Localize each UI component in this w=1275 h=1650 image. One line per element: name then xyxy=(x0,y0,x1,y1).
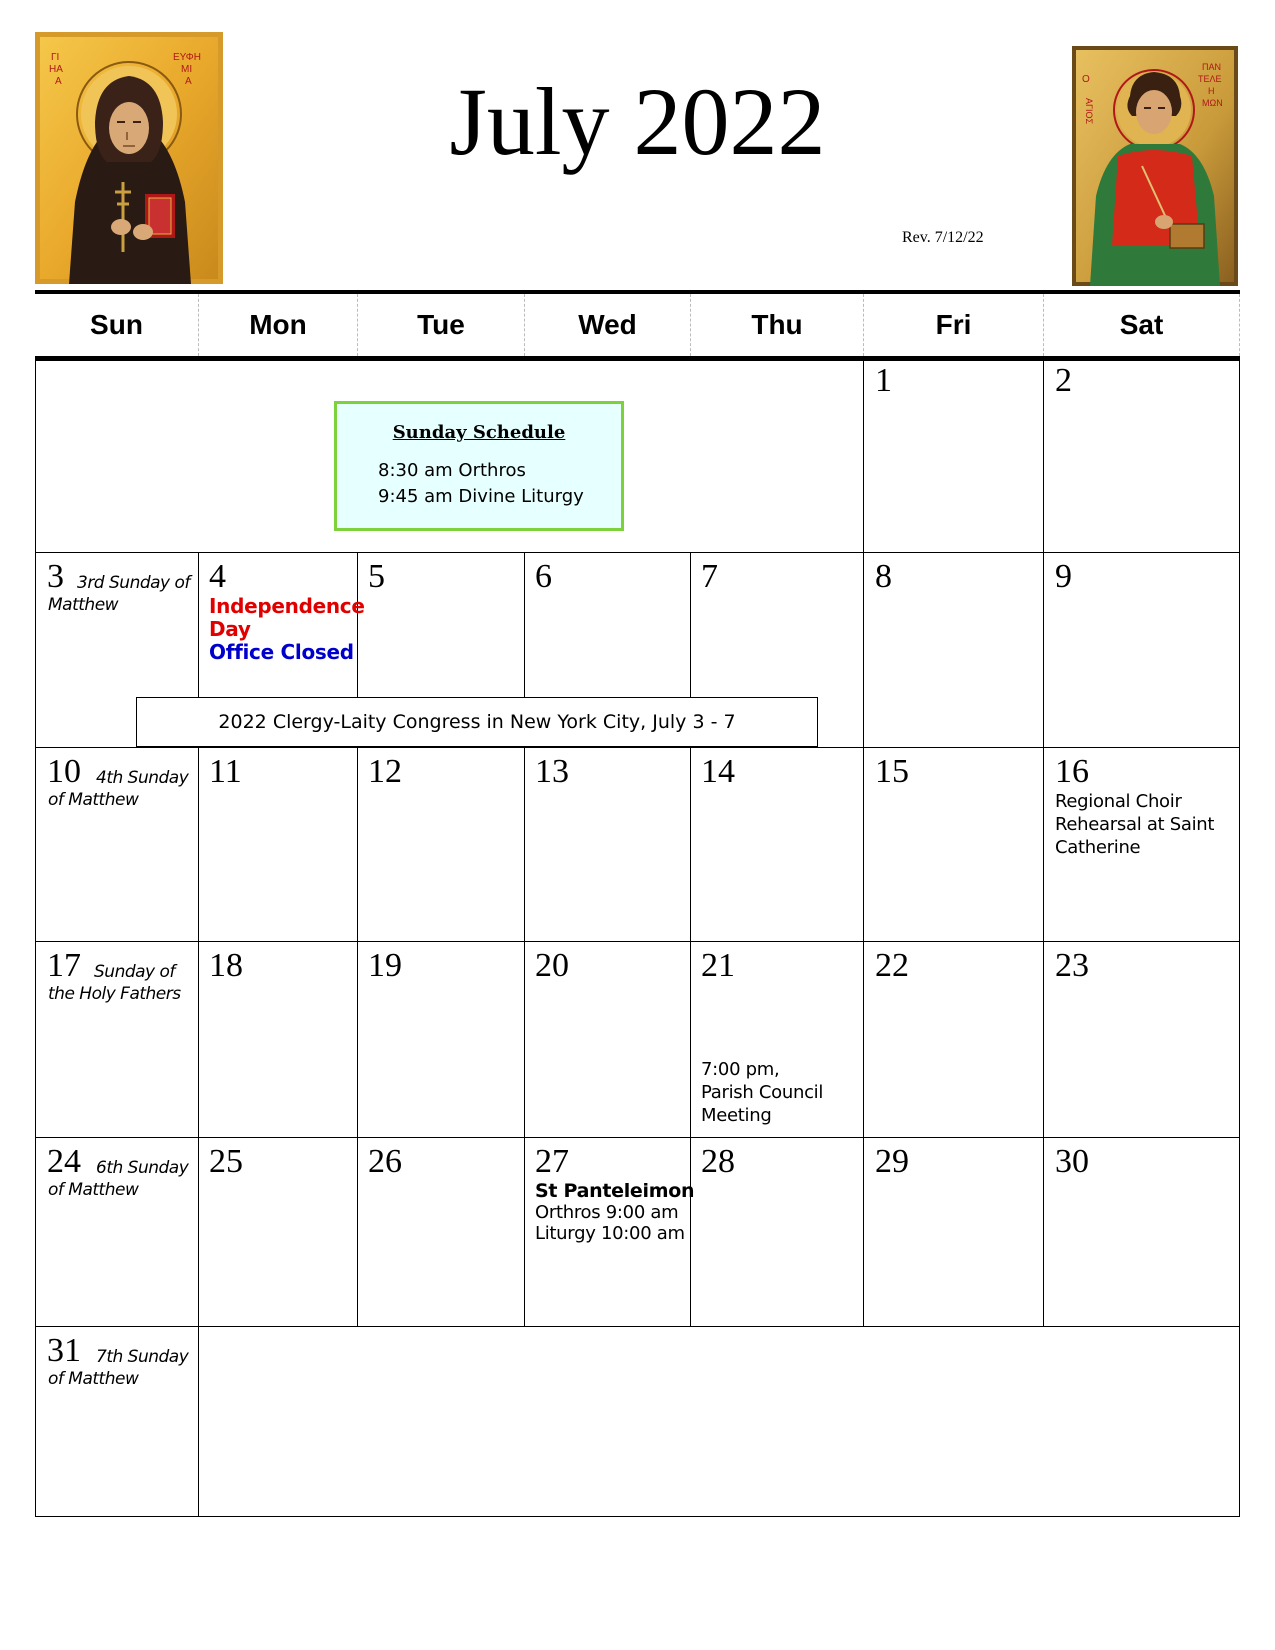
day-number: 2 xyxy=(1055,362,1072,399)
day-number: 22 xyxy=(875,947,909,984)
day-number: 26 xyxy=(368,1143,402,1180)
svg-text:ΜΙ: ΜΙ xyxy=(181,64,193,75)
day-number: 6 xyxy=(535,558,552,595)
svg-text:Ο: Ο xyxy=(1082,74,1090,85)
svg-text:Α: Α xyxy=(55,76,62,87)
day-number: 7 xyxy=(701,558,718,595)
day-number: 24 xyxy=(47,1143,81,1180)
day-number: 5 xyxy=(368,558,385,595)
sunday-label: of Matthew xyxy=(48,790,139,810)
day-number: 3 xyxy=(47,558,64,595)
weekday-sat: Sat xyxy=(1043,294,1240,356)
st-panteleimon-orthros: Orthros 9:00 am xyxy=(535,1202,679,1223)
st-panteleimon-liturgy: Liturgy 10:00 am xyxy=(535,1223,685,1244)
choir-rehearsal-event: Catherine xyxy=(1055,837,1141,858)
weekday-mon: Mon xyxy=(198,294,357,356)
svg-text:ΓΙ: ΓΙ xyxy=(51,52,60,63)
parish-council-event: Meeting xyxy=(701,1105,772,1126)
day-number: 8 xyxy=(875,558,892,595)
sunday-label: Matthew xyxy=(48,595,119,615)
holiday-independence-day: Day xyxy=(209,617,251,641)
day-number: 13 xyxy=(535,753,569,790)
office-closed-notice: Office Closed xyxy=(209,640,354,664)
day-number: 20 xyxy=(535,947,569,984)
st-panteleimon-feast: St Panteleimon xyxy=(535,1180,695,1202)
congress-banner: 2022 Clergy-Laity Congress in New York City, July 3 - 7 xyxy=(136,697,818,747)
day-number: 19 xyxy=(368,947,402,984)
weekday-sun: Sun xyxy=(90,309,143,340)
day-number: 1 xyxy=(875,362,892,399)
sunday-label: 4th Sunday xyxy=(96,768,189,788)
sunday-label: 7th Sunday xyxy=(96,1347,189,1367)
sunday-schedule-box xyxy=(334,401,624,531)
day-number: 9 xyxy=(1055,558,1072,595)
day-number: 28 xyxy=(701,1143,735,1180)
day-number: 11 xyxy=(209,753,242,790)
day-number: 4 xyxy=(209,558,226,595)
svg-text:ΕΥΦΗ: ΕΥΦΗ xyxy=(173,52,201,63)
svg-text:Η: Η xyxy=(1208,86,1215,96)
sunday-schedule-title: Sunday Schedule xyxy=(392,422,566,443)
choir-rehearsal-event: Regional Choir xyxy=(1055,791,1182,812)
choir-rehearsal-event: Rehearsal at Saint xyxy=(1055,814,1215,835)
weekday-wed: Wed xyxy=(524,294,690,356)
day-number: 30 xyxy=(1055,1143,1089,1180)
holiday-independence-day: Independence xyxy=(209,594,365,618)
day-number: 27 xyxy=(535,1143,569,1180)
schedule-liturgy: 9:45 am Divine Liturgy xyxy=(378,486,584,507)
sunday-label: Sunday of xyxy=(94,962,175,982)
day-number: 25 xyxy=(209,1143,243,1180)
svg-text:ΠΑΝ: ΠΑΝ xyxy=(1202,62,1222,72)
day-number: 14 xyxy=(701,753,735,790)
day-number: 29 xyxy=(875,1143,909,1180)
day-number: 12 xyxy=(368,753,402,790)
svg-text:ΑΓΙΟΣ: ΑΓΙΟΣ xyxy=(1084,98,1094,125)
weekday-tue: Tue xyxy=(357,294,524,356)
day-number: 21 xyxy=(701,947,735,984)
sunday-label: of Matthew xyxy=(48,1369,139,1389)
parish-council-event: Parish Council xyxy=(701,1082,824,1103)
sunday-label: 6th Sunday xyxy=(96,1158,189,1178)
day-number: 23 xyxy=(1055,947,1089,984)
day-number: 16 xyxy=(1055,753,1089,790)
page-title: July 2022 xyxy=(449,68,826,175)
header-bottom-rule xyxy=(35,356,1240,361)
svg-text:ΗΑ: ΗΑ xyxy=(49,64,63,75)
schedule-orthros: 8:30 am Orthros xyxy=(378,460,526,481)
svg-text:ΜΩΝ: ΜΩΝ xyxy=(1202,98,1223,108)
parish-council-event: 7:00 pm, xyxy=(701,1059,780,1080)
weekday-thu: Thu xyxy=(690,294,863,356)
sunday-label: the Holy Fathers xyxy=(48,984,181,1004)
weekday-fri: Fri xyxy=(863,294,1043,356)
svg-text:Α: Α xyxy=(185,76,192,87)
sunday-label: of Matthew xyxy=(48,1180,139,1200)
svg-text:ΤΕΛΕ: ΤΕΛΕ xyxy=(1198,74,1222,84)
day-number: 18 xyxy=(209,947,243,984)
day-number: 17 xyxy=(47,947,81,984)
day-number: 31 xyxy=(47,1332,81,1369)
revision-date: Rev. 7/12/22 xyxy=(902,229,984,246)
sunday-label: 3rd Sunday of xyxy=(77,573,190,593)
day-number: 15 xyxy=(875,753,909,790)
day-number: 10 xyxy=(47,753,81,790)
